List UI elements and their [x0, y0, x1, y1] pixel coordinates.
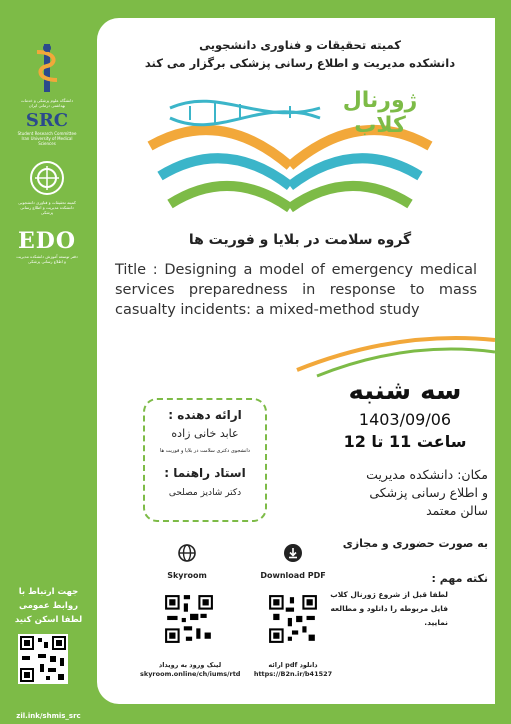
university-emblem-icon [27, 42, 67, 94]
note-line-1: لطفا قبل از شروع ژورنال کلاب [330, 590, 448, 599]
skyroom-qr-code[interactable] [163, 593, 215, 645]
sidebar [0, 0, 97, 724]
presenter-box [143, 398, 267, 522]
contact-link[interactable]: zil.ink/shmis_src [16, 712, 81, 720]
university-logo [16, 42, 78, 108]
qr-pattern-icon [267, 593, 319, 645]
skyroom-caption [140, 661, 240, 679]
src-logo-caption: Student Research Committee Iran University of Medical Sciences [17, 131, 77, 146]
download-pdf-label: Download PDF [260, 571, 326, 580]
attendance-mode: به صورت حضوری و مجازی [342, 537, 488, 550]
organizer-line-2: دانشکده مدیریت و اطلاع رسانی پزشکی برگزار می کند [144, 56, 456, 70]
skyroom-url[interactable]: skyroom.online/ch/iums/rtd [140, 670, 241, 678]
qr-pattern-icon [18, 634, 68, 684]
note-line-2: فایل مربوطه را دانلود و مطالعه [330, 604, 448, 613]
src-logo-text: SRC [25, 110, 69, 131]
download-caption [243, 661, 343, 679]
contact-qr-code[interactable] [18, 634, 68, 684]
contact-line-2: روابط عمومی [18, 601, 79, 611]
qr-pattern-icon [163, 593, 215, 645]
contact-text [0, 585, 97, 627]
event-day: سه شنبه [348, 376, 462, 406]
research-committee-logo [16, 160, 78, 215]
location-line-2: و اطلاع رسانی پزشکی [369, 485, 488, 500]
talk-title: Title : Designing a model of emergency medical services preparedness in response to mass casualty incidents: a mixed-method study [115, 262, 477, 318]
advisor-label: استاد راهنما : [164, 466, 246, 480]
presenter-label: ارائه دهنده : [168, 408, 242, 422]
src-logo [16, 110, 78, 146]
globe-icon [177, 543, 197, 563]
location-line-1: مکان: دانشکده مدیریت [366, 467, 488, 482]
note-body [318, 588, 448, 630]
note-line-3: نمایید. [424, 618, 448, 627]
research-committee-emblem-icon [29, 160, 65, 196]
skyroom-caption-line-1: لینک ورود به رویداد [158, 661, 222, 669]
presenter-name: عابد خانی زاده [171, 427, 239, 440]
journal-club-title: ژورنال کلاب [342, 88, 418, 138]
contact-line-1: جهت ارتباط با [18, 587, 79, 597]
research-committee-caption: کمیته تحقیقات و فناوری دانشجویی دانشکده مدیریت و اطلاع رسانی پزشکی [18, 200, 76, 215]
event-date: 1403/09/06 [358, 410, 452, 429]
presenter-role: دانشجوی دکتری سلامت در بلایا و فوریت ها [159, 448, 251, 454]
location-line-3: سالن معتمد [426, 503, 488, 518]
note-title: نکته مهم : [431, 572, 488, 585]
organizer-line-1: کمیته تحقیقات و فناوری دانشجویی [199, 38, 401, 52]
event-location [312, 466, 488, 520]
university-logo-caption: دانشگاه علوم پزشکی و خدمات بهداشتی درمانی ایران [20, 98, 74, 108]
group-subtitle: گروه سلامت در بلایا و فوریت ها [188, 232, 412, 248]
download-qr-code[interactable] [267, 593, 319, 645]
skyroom-label: Skyroom [167, 571, 207, 580]
edo-logo-text: EDO [17, 228, 76, 254]
event-time: ساعت 11 تا 12 [343, 432, 467, 451]
contact-line-3: لطفا اسکن کنید [14, 615, 83, 625]
download-icon [283, 543, 303, 563]
edo-logo [16, 228, 78, 264]
edo-logo-caption: دفتر توسعه آموزش دانشکده مدیریت و اطلاع رسانی پزشکی [16, 254, 78, 264]
advisor-name: دکتر شادیز مصلحی [168, 488, 242, 498]
download-caption-line-1: دانلود pdf ارائه [268, 661, 318, 669]
decorative-wave [97, 330, 495, 380]
download-url[interactable]: https://B2n.ir/b41527 [253, 670, 333, 678]
